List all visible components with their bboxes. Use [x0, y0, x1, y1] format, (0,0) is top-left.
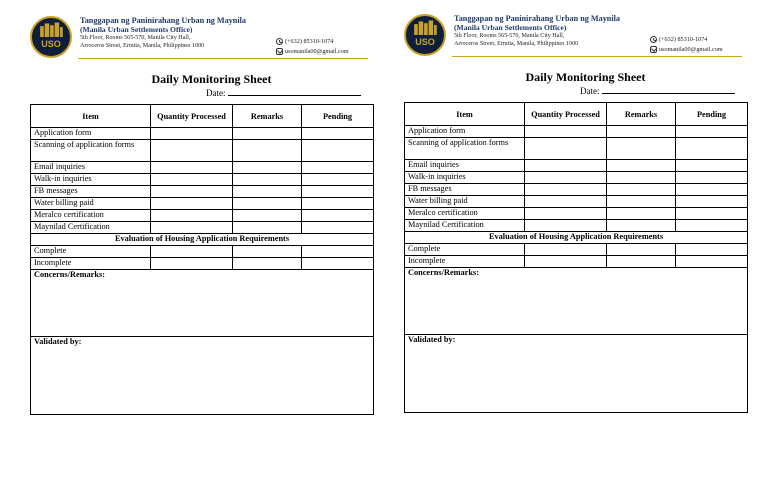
- quantity-cell[interactable]: [525, 244, 607, 256]
- office-name-en: (Manila Urban Settlements Office): [454, 23, 567, 32]
- date-label: Date:: [206, 88, 226, 98]
- table-row: [31, 246, 374, 258]
- table-header-row: [405, 103, 748, 126]
- remarks-cell[interactable]: [607, 220, 676, 232]
- item-label: Meralco certification: [405, 208, 525, 220]
- pending-cell[interactable]: [302, 174, 374, 186]
- table-header-row: [31, 105, 374, 128]
- item-label: FB messages: [31, 186, 151, 198]
- table-row: [405, 256, 748, 268]
- pending-cell[interactable]: [676, 244, 748, 256]
- quantity-cell[interactable]: [151, 162, 233, 174]
- quantity-cell[interactable]: [525, 184, 607, 196]
- section-row: [31, 234, 374, 246]
- remarks-cell[interactable]: [233, 258, 302, 270]
- table-row: [405, 220, 748, 232]
- validated-row: [31, 337, 374, 415]
- item-label: Walk-in inquiries: [31, 174, 151, 186]
- letterhead: [30, 16, 373, 68]
- remarks-cell[interactable]: [607, 196, 676, 208]
- table-row: [31, 174, 374, 186]
- table-row: [31, 128, 374, 140]
- table-row: [31, 210, 374, 222]
- table-row: [31, 222, 374, 234]
- uso-logo-icon: [30, 16, 72, 58]
- col-header-item: Item: [31, 105, 151, 128]
- table-row: [31, 198, 374, 210]
- remarks-cell[interactable]: [233, 162, 302, 174]
- remarks-cell[interactable]: [233, 186, 302, 198]
- quantity-cell[interactable]: [151, 128, 233, 140]
- quantity-cell[interactable]: [151, 210, 233, 222]
- office-name: Tanggapan ng Paninirahang Urban ng Maynila: [454, 14, 620, 23]
- remarks-cell[interactable]: [607, 244, 676, 256]
- remarks-cell[interactable]: [233, 210, 302, 222]
- quantity-cell[interactable]: [151, 174, 233, 186]
- address-line1: 5th Floor, Rooms 565-570, Manila City Hall,: [454, 33, 565, 39]
- remarks-cell[interactable]: [233, 140, 302, 162]
- page-title: Daily Monitoring Sheet: [151, 72, 272, 86]
- table-row: [31, 140, 374, 162]
- pending-cell[interactable]: [302, 186, 374, 198]
- date-blank[interactable]: [602, 85, 735, 94]
- office-name: Tanggapan ng Paninirahang Urban ng Maynila: [80, 16, 246, 25]
- table-row: [405, 138, 748, 160]
- remarks-cell[interactable]: [233, 222, 302, 234]
- quantity-cell[interactable]: [151, 258, 233, 270]
- remarks-cell[interactable]: [607, 126, 676, 138]
- validated-box[interactable]: Validated by:: [405, 335, 748, 413]
- office-name-en: (Manila Urban Settlements Office): [80, 25, 193, 34]
- col-header-pending: Pending: [302, 105, 374, 128]
- remarks-cell[interactable]: [607, 160, 676, 172]
- uso-logo-icon: [404, 14, 446, 56]
- item-label: Application form: [31, 128, 151, 140]
- table-row: [405, 196, 748, 208]
- table-row: [31, 258, 374, 270]
- col-header-remarks: Remarks: [607, 103, 676, 126]
- item-label: Complete: [405, 244, 525, 256]
- pending-cell[interactable]: [676, 126, 748, 138]
- validated-row: [405, 335, 748, 413]
- contacts: [276, 36, 349, 56]
- date-field[interactable]: [404, 85, 747, 97]
- pending-cell[interactable]: [676, 196, 748, 208]
- col-header-item: Item: [405, 103, 525, 126]
- address-line1: 5th Floor, Rooms 565-570, Manila City Hall,: [80, 35, 191, 41]
- col-header-quantity: Quantity Processed: [525, 103, 607, 126]
- table-row: [405, 184, 748, 196]
- quantity-cell[interactable]: [525, 196, 607, 208]
- email-text: usomanila00@gmail.com: [659, 45, 723, 53]
- item-label: Email inquiries: [405, 160, 525, 172]
- col-header-remarks: Remarks: [233, 105, 302, 128]
- table-row: [31, 186, 374, 198]
- email-icon: [276, 48, 283, 55]
- quantity-cell[interactable]: [151, 246, 233, 258]
- pending-cell[interactable]: [302, 140, 374, 162]
- quantity-cell[interactable]: [525, 172, 607, 184]
- table-row: [405, 126, 748, 138]
- address-line2: Arroceros Street, Ermita, Manila, Philippines 1000: [454, 41, 579, 47]
- item-label: Water billing paid: [405, 196, 525, 208]
- remarks-cell[interactable]: [233, 174, 302, 186]
- monitoring-sheet-right: [404, 14, 747, 413]
- item-label: Scanning of application forms: [31, 140, 151, 162]
- concerns-row: [405, 268, 748, 335]
- monitoring-sheet-left: [30, 16, 373, 415]
- header-divider: [452, 56, 742, 57]
- item-label: Walk-in inquiries: [405, 172, 525, 184]
- address-line2: Arroceros Street, Ermita, Manila, Philippines 1000: [80, 43, 205, 49]
- quantity-cell[interactable]: [151, 198, 233, 210]
- section-row: [405, 232, 748, 244]
- remarks-cell[interactable]: [607, 172, 676, 184]
- pending-cell[interactable]: [676, 172, 748, 184]
- phone-icon: [650, 36, 657, 43]
- item-label: Water billing paid: [31, 198, 151, 210]
- quantity-cell[interactable]: [525, 256, 607, 268]
- header-divider: [78, 58, 368, 59]
- pending-cell[interactable]: [302, 128, 374, 140]
- office-info: [80, 16, 280, 50]
- col-header-pending: Pending: [676, 103, 748, 126]
- pending-cell[interactable]: [302, 246, 374, 258]
- quantity-cell[interactable]: [525, 220, 607, 232]
- remarks-cell[interactable]: [607, 138, 676, 160]
- pending-cell[interactable]: [676, 256, 748, 268]
- item-label: Email inquiries: [31, 162, 151, 174]
- logo-text: USO: [415, 36, 435, 47]
- table-row: [405, 208, 748, 220]
- date-label: Date:: [580, 86, 600, 96]
- pending-cell[interactable]: [302, 198, 374, 210]
- item-label: Incomplete: [31, 258, 151, 270]
- table-row: [405, 160, 748, 172]
- concerns-row: [31, 270, 374, 337]
- pending-cell[interactable]: [302, 258, 374, 270]
- table-row: [31, 162, 374, 174]
- office-info: [454, 14, 654, 48]
- quantity-cell[interactable]: [525, 160, 607, 172]
- pending-cell[interactable]: [676, 138, 748, 160]
- pending-cell[interactable]: [676, 208, 748, 220]
- remarks-cell[interactable]: [607, 208, 676, 220]
- remarks-cell[interactable]: [607, 256, 676, 268]
- remarks-cell[interactable]: [233, 198, 302, 210]
- section-title: Evaluation of Housing Application Requirements: [405, 232, 748, 244]
- item-label: Complete: [31, 246, 151, 258]
- item-label: Incomplete: [405, 256, 525, 268]
- table-row: [405, 172, 748, 184]
- email-text: usomanila00@gmail.com: [285, 47, 349, 55]
- quantity-cell[interactable]: [525, 126, 607, 138]
- phone-text: (+632) 85310-1074: [285, 37, 334, 45]
- pending-cell[interactable]: [302, 222, 374, 234]
- item-label: Maynilad Certification: [31, 222, 151, 234]
- letterhead: [404, 14, 747, 66]
- quantity-cell[interactable]: [151, 222, 233, 234]
- email-icon: [650, 46, 657, 53]
- remarks-cell[interactable]: [607, 184, 676, 196]
- section-title: Evaluation of Housing Application Requirements: [31, 234, 374, 246]
- pending-cell[interactable]: [676, 184, 748, 196]
- quantity-cell[interactable]: [151, 140, 233, 162]
- remarks-cell[interactable]: [233, 246, 302, 258]
- item-label: Application form: [405, 126, 525, 138]
- phone-icon: [276, 38, 283, 45]
- pending-cell[interactable]: [302, 210, 374, 222]
- table-row: [405, 244, 748, 256]
- item-label: FB messages: [405, 184, 525, 196]
- concerns-box[interactable]: Concerns/Remarks:: [31, 270, 374, 337]
- item-label: Scanning of application forms: [405, 138, 525, 160]
- quantity-cell[interactable]: [525, 138, 607, 160]
- page-title: Daily Monitoring Sheet: [525, 70, 646, 84]
- item-label: Meralco certification: [31, 210, 151, 222]
- date-field[interactable]: [30, 87, 373, 99]
- validated-box[interactable]: Validated by:: [31, 337, 374, 415]
- pending-cell[interactable]: [676, 160, 748, 172]
- quantity-cell[interactable]: [525, 208, 607, 220]
- logo-text: USO: [41, 38, 61, 49]
- remarks-cell[interactable]: [233, 128, 302, 140]
- col-header-quantity: Quantity Processed: [151, 105, 233, 128]
- concerns-box[interactable]: Concerns/Remarks:: [405, 268, 748, 335]
- phone-text: (+632) 85310-1074: [659, 35, 708, 43]
- monitoring-table: [30, 104, 374, 415]
- date-blank[interactable]: [228, 87, 361, 96]
- contacts: [650, 34, 723, 54]
- item-label: Maynilad Certification: [405, 220, 525, 232]
- pending-cell[interactable]: [676, 220, 748, 232]
- quantity-cell[interactable]: [151, 186, 233, 198]
- monitoring-table: [404, 102, 748, 413]
- pending-cell[interactable]: [302, 162, 374, 174]
